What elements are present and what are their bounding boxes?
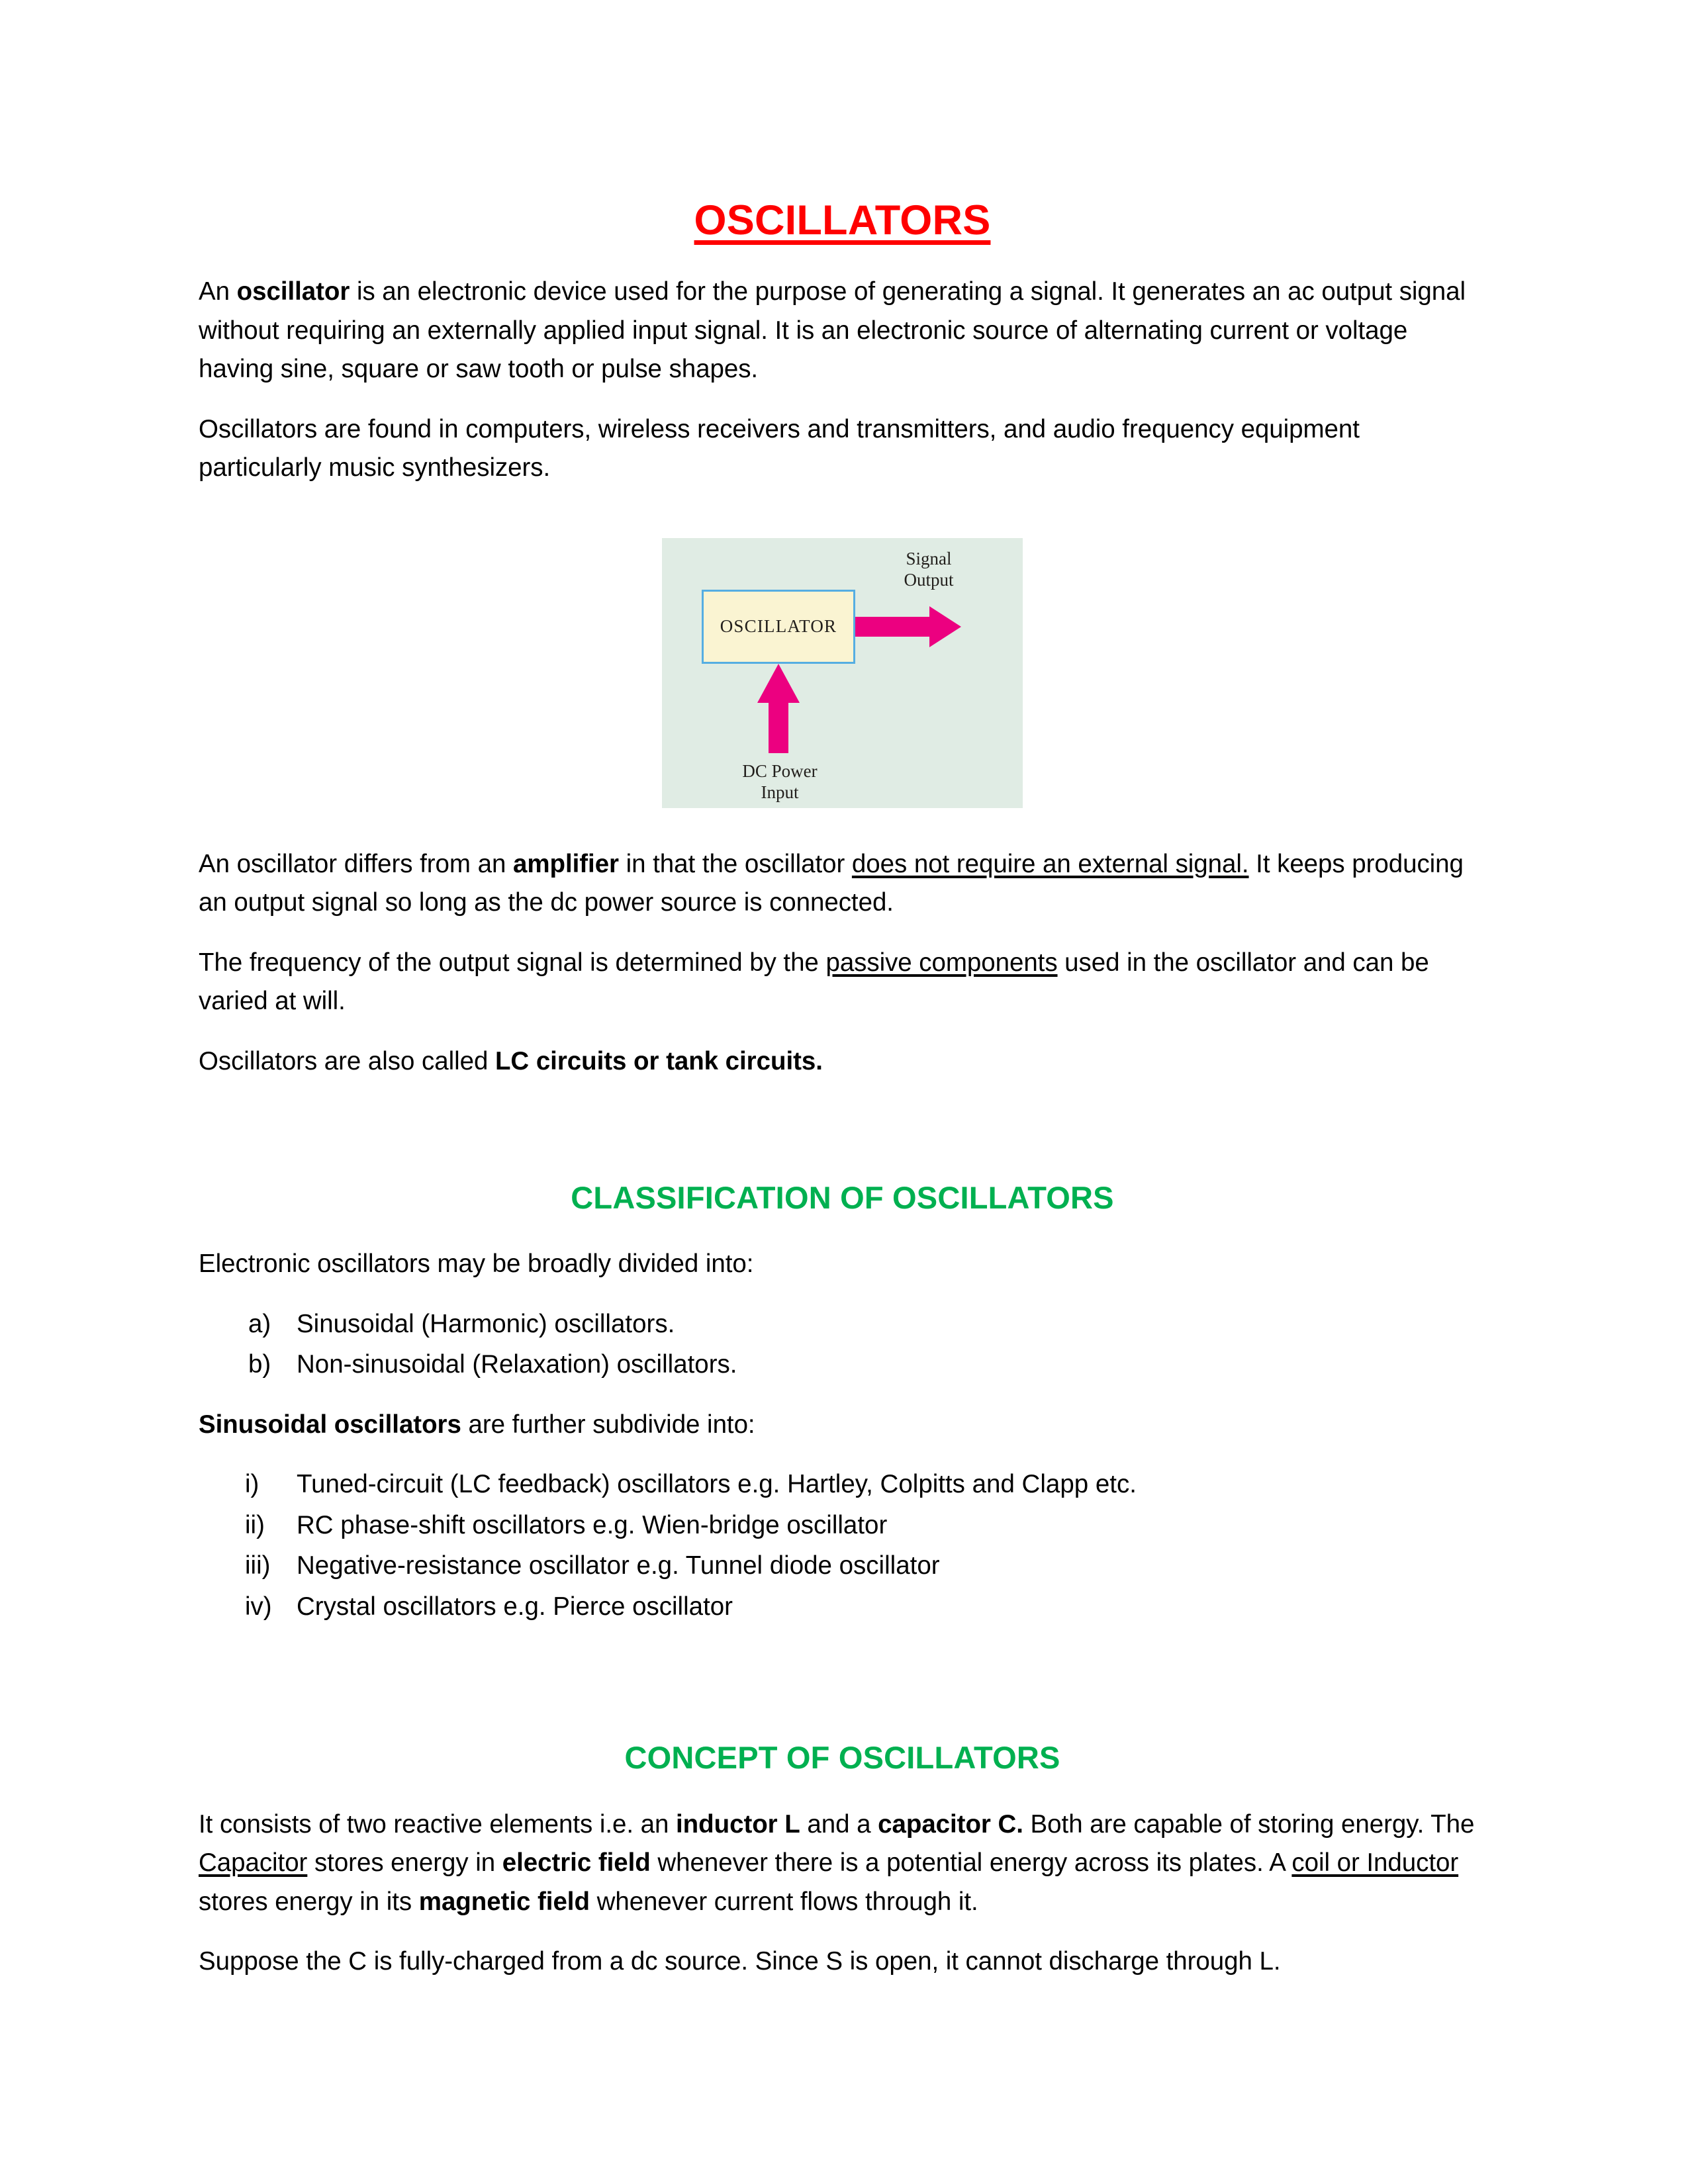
intro-p1-part-b: is an electronic device used for the purpose of generating a signal. It generates an ac output signal without requiring an externally applied input signal. It is an electronic source of alternating current or voltage having sine, square or saw tooth or pulse shapes.	[199, 277, 1466, 384]
concept-heading-spacer	[199, 1776, 1486, 1805]
list-item	[199, 1547, 1486, 1586]
concept-p1-underline-capacitor: Capacitor	[199, 1848, 308, 1878]
list-item	[199, 1465, 1486, 1504]
classification-intro: Electronic oscillators may be broadly divided into:	[199, 1250, 754, 1279]
concept-p1-part-e: whenever there is a potential energy across its plates. A	[650, 1848, 1292, 1878]
amplifier-p-part-a: An oscillator differs from an	[199, 849, 513, 878]
amplifier-p-underline: does not require an external signal.	[851, 849, 1249, 878]
amplifier-p-part-c: It keeps producing an output signal so long as the dc power source is connected.	[199, 849, 1464, 917]
concept-paragraph-2: Suppose the C is fully-charged from a dc source. Since S is open, it cannot discharge through L.	[199, 1947, 1281, 1976]
classification-heading: CLASSIFICATION OF OSCILLATORS	[571, 1180, 1114, 1216]
oscillator-box-label: OSCILLATOR	[720, 616, 837, 637]
dc-power-label-line2: Input	[761, 782, 799, 802]
frequency-p-underline: passive components	[825, 948, 1058, 977]
concept-p1-bold-electric-field: electric field	[502, 1848, 651, 1878]
oscillator-box	[702, 590, 855, 664]
signal-output-label-line1: Signal	[906, 548, 952, 569]
concept-heading: CONCEPT OF OSCILLATORS	[624, 1740, 1060, 1776]
amplifier-paragraph	[199, 845, 1486, 923]
list-item-marker: iv)	[245, 1592, 272, 1621]
list-item-marker: b)	[248, 1350, 271, 1379]
concept-p1-part-g: whenever current flows through it.	[589, 1887, 978, 1916]
concept-top-spacer	[199, 1647, 1486, 1740]
concept-p1-part-a: It consists of two reactive elements i.e. an	[199, 1809, 677, 1839]
oscillator-block-diagram	[662, 538, 1023, 808]
list-item-label: Negative-resistance oscillator e.g. Tunnel diode oscillator	[297, 1551, 940, 1580]
classification-list	[199, 1305, 1486, 1385]
concept-p1-bold-inductor: inductor L	[676, 1809, 800, 1839]
signal-output-label	[879, 549, 978, 591]
page-title-text: OSCILLATORS	[694, 197, 991, 244]
tank-p-bold: LC circuits or tank circuits.	[494, 1046, 823, 1075]
concept-p1-part-d: stores energy in	[307, 1848, 502, 1878]
figure-top-spacer	[199, 509, 1486, 538]
list-item	[199, 1305, 1486, 1344]
list-item-label: RC phase-shift oscillators e.g. Wien-bridge oscillator	[297, 1510, 888, 1539]
frequency-p-part-a: The frequency of the output signal is determined by the	[199, 948, 826, 977]
figure-bottom-spacer	[199, 808, 1486, 845]
tank-p-part-a: Oscillators are also called	[199, 1046, 495, 1075]
classification-heading-spacer	[199, 1216, 1486, 1245]
subdivide-intro-paragraph	[199, 1406, 1486, 1445]
list-item-marker: iii)	[245, 1551, 271, 1580]
list-item	[199, 1588, 1486, 1627]
signal-output-label-line2: Output	[904, 569, 954, 590]
tank-circuit-paragraph	[199, 1042, 1486, 1081]
list-item-label: Crystal oscillators e.g. Pierce oscillator	[297, 1592, 733, 1621]
amplifier-p-bold: amplifier	[512, 849, 619, 878]
list-item-marker: i)	[245, 1470, 259, 1499]
concept-p1-part-b: and a	[800, 1809, 878, 1839]
intro-p1-part-a: An	[199, 277, 237, 306]
frequency-p-part-b: used in the oscillator and can be varied at will.	[199, 948, 1429, 1016]
concept-p1-underline-inductor: coil or Inductor	[1291, 1848, 1459, 1878]
concept-p1-bold-capacitor: capacitor C.	[878, 1809, 1023, 1839]
intro-p1-bold: oscillator	[236, 277, 350, 306]
subdivide-intro-rest: are further subdivide into:	[461, 1410, 755, 1439]
amplifier-p-part-b: in that the oscillator	[619, 849, 852, 878]
intro-paragraph-1	[199, 273, 1486, 389]
list-item-label: Tuned-circuit (LC feedback) oscillators e.g. Hartley, Colpitts and Clapp etc.	[297, 1470, 1137, 1499]
subdivide-intro-bold: Sinusoidal oscillators	[199, 1410, 461, 1439]
classification-top-spacer	[199, 1102, 1486, 1180]
list-item	[199, 1345, 1486, 1385]
intro-paragraph-2: Oscillators are found in computers, wireless receivers and transmitters, and audio frequency equipment particularly music synthesizers.	[199, 414, 1360, 482]
dc-power-input-arrow-icon	[757, 664, 800, 753]
list-item	[199, 1506, 1486, 1545]
concept-paragraph-1	[199, 1805, 1486, 1922]
frequency-paragraph	[199, 944, 1486, 1021]
page-title	[199, 199, 1486, 242]
list-item-label: Sinusoidal (Harmonic) oscillators.	[297, 1309, 675, 1338]
signal-output-arrow-icon	[855, 606, 961, 647]
concept-p1-part-f: stores energy in its	[199, 1887, 419, 1916]
concept-p1-part-c: Both are capable of storing energy. The	[1023, 1809, 1475, 1839]
oscillator-figure-wrap	[199, 538, 1486, 808]
dc-power-input-label	[720, 761, 839, 803]
list-item-label: Non-sinusoidal (Relaxation) oscillators.	[297, 1350, 737, 1379]
concept-p1-bold-magnetic-field: magnetic field	[418, 1887, 590, 1916]
list-item-marker: a)	[248, 1309, 271, 1338]
dc-power-label-line1: DC Power	[742, 760, 818, 781]
list-item-marker: ii)	[245, 1510, 265, 1539]
sinusoidal-subtypes-list	[199, 1465, 1486, 1626]
